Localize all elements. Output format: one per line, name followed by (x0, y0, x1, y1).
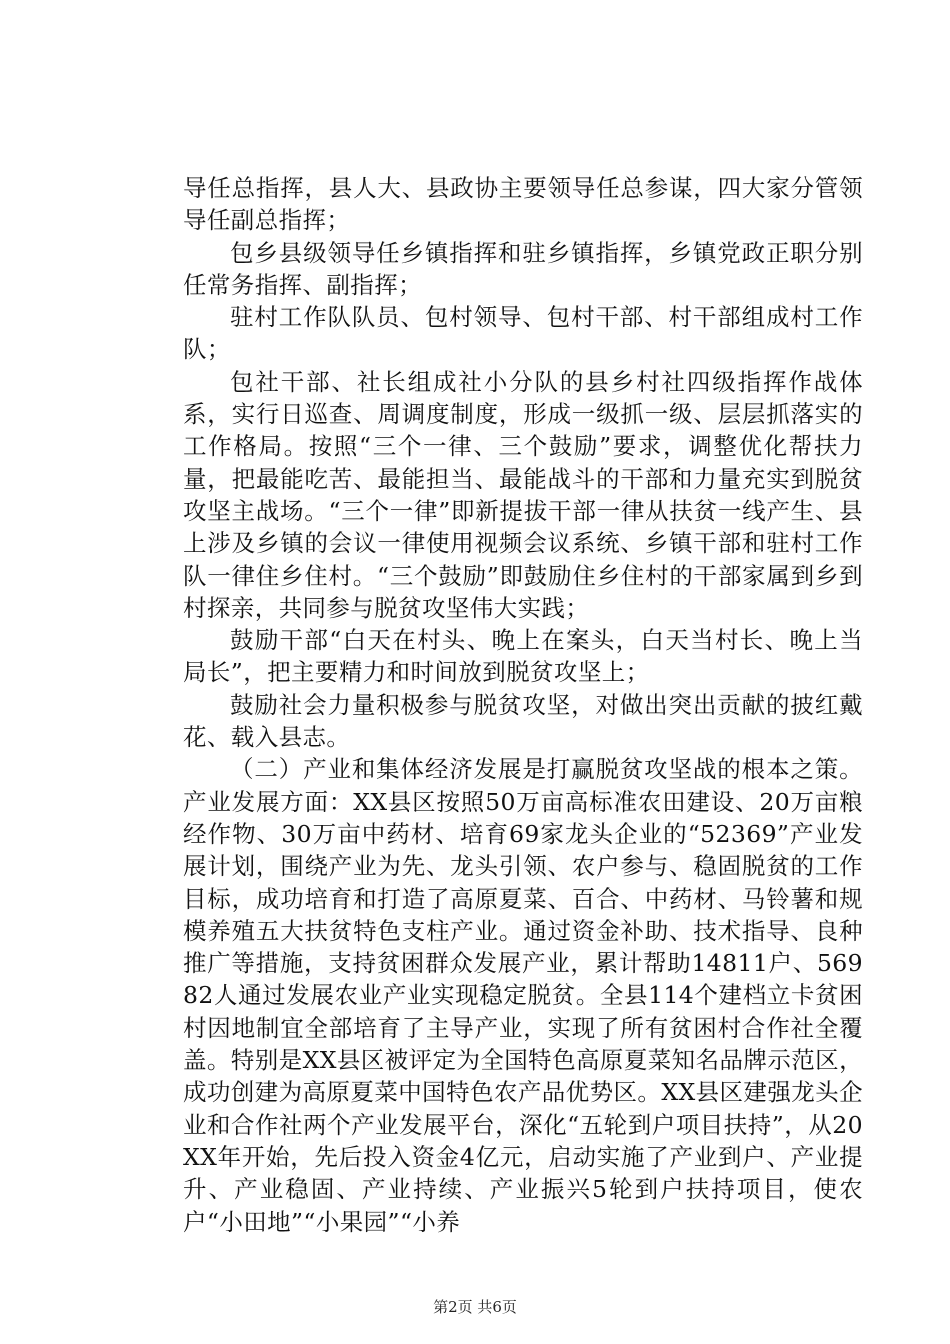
page-number-footer: 第2页 共6页 (433, 1298, 517, 1316)
paragraph: （二）产业和集体经济发展是打赢脱贫攻坚战的根本之策。产业发展方面：XX县区按照50万亩高标准农田建设、20万亩粮经作物、30万亩中药材、培育69家龙头企业的“52369”产业发展计划，围绕产业为先、龙头引领、农户参与、稳固脱贫的工作目标，成功培育和打造了高原夏菜、百合、中药材、马铃薯和规模养殖五大扶贫特色支柱产业。通过资金补助、技术指导、良种推广等措施，支持贫困群众发展产业，累计帮助14811户、56982人通过发展农业产业实现稳定脱贫。全县114个建档立卡贫困村因地制宜全部培育了主导产业，实现了所有贫困村合作社全覆盖。特别是XX县区被评定为全国特色高原夏菜知名品牌示范区，成功创建为高原夏菜中国特色农产品优势区。XX县区建强龙头企业和合作社两个产业发展平台，深化“五轮到户项目扶持”，从20XX年开始，先后投入资金4亿元，启动实施了产业到户、产业提升、产业稳固、产业持续、产业振兴5轮到户扶持项目，使农户“小田地”“小果园”“小养 (183, 755, 863, 1236)
paragraph: 鼓励社会力量积极参与脱贫攻坚，对做出突出贡献的披红戴花、载入县志。 (183, 690, 863, 752)
paragraph: 包社干部、社长组成社小分队的县乡村社四级指挥作战体系，实行日巡查、周调度制度，形成一级抓一级、层层抓落实的工作格局。按照“三个一律、三个鼓励”要求，调整优化帮扶力量，把最能吃苦、最能担当、最能战斗的干部和力量充实到脱贫攻坚主战场。“三个一律”即新提拔干部一律从扶贫一线产生、县上涉及乡镇的会议一律使用视频会议系统、乡镇干部和驻村工作队一律住乡住村。“三个鼓励”即鼓励住乡住村的干部家属到乡到村探亲，共同参与脱贫攻坚伟大实践； (183, 367, 863, 622)
body-text (183, 172, 863, 1238)
paragraph: 驻村工作队队员、包村领导、包村干部、村干部组成村工作队； (183, 303, 863, 364)
paragraph: 包乡县级领导任乡镇指挥和驻乡镇指挥，乡镇党政正职分别任常务指挥、副指挥； (183, 238, 863, 299)
paragraph: 鼓励干部“白天在村头、晚上在案头，白天当村长、晚上当局长”，把主要精力和时间放到脱贫攻坚上； (183, 626, 863, 687)
paragraph: 导任总指挥，县人大、县政协主要领导任总参谋，四大家分管领导任副总指挥； (183, 174, 863, 235)
